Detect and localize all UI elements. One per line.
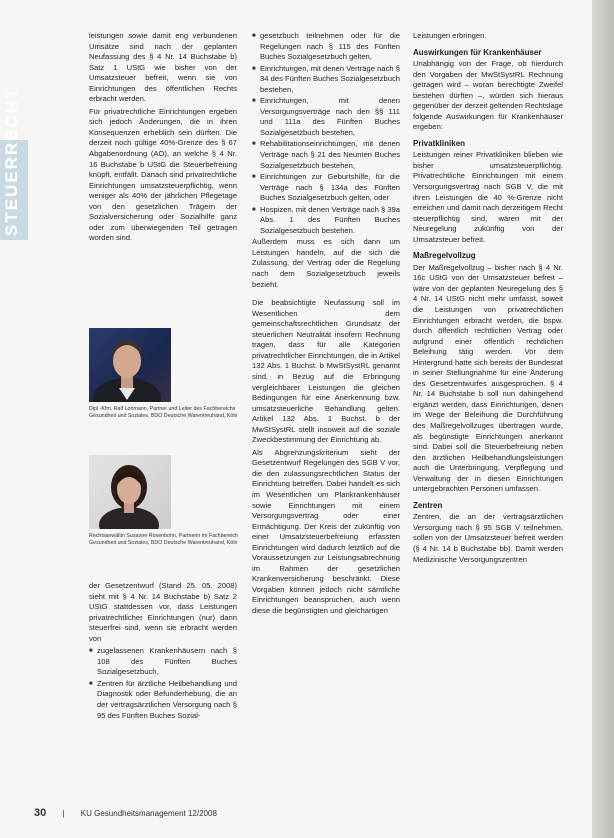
publication-name: KU Gesundheitsmanagement 12/2008 bbox=[80, 809, 217, 818]
list-item: ■ zugelassenen Krankenhäusern nach § 108 des Fünften Buches Sozialgesetzbuch, bbox=[89, 646, 237, 678]
column-3 bbox=[413, 31, 563, 567]
column-1-top bbox=[89, 31, 237, 246]
bullet-list bbox=[252, 31, 400, 236]
bullet-list bbox=[89, 646, 237, 721]
column-1-bottom bbox=[89, 581, 237, 722]
list-item: ■ Zentren für ärztliche Heilbehandlung und Diagnostik oder Befunderhebung, die an der vertragsärztlichen Versorgung nach § 95 des Fünften Buches Sozial- bbox=[89, 679, 237, 721]
page-number: 30 bbox=[34, 807, 47, 819]
paragraph: der Gesetzentwurf (Stand 25. 05. 2008) sieht mit § 4 Nr. 14 Buchstabe b) Satz 2 UStG stattdessen vor, dass Leistungen privatrechtlicher Einrichtungen (nur) dann steuerfrei sind, wenn sie erbracht werden von bbox=[89, 581, 237, 643]
paragraph: Der Maßregelvollzug – bisher nach § 4 Nr. 16c UStG von der Umsatzsteuer befreit – wäre von der geplanten Neuregelung des § 4 Nr. 14 UStG nicht mehr umfasst, soweit die Leistungen von privatrechtlichen Einrichtungen erbracht werden, die bspw. durch öffentlich rechtlichen Vertrag oder aufgrund einer öffentlich rechtlichen Beleihung tätig werden. Vor dem Hintergrund hatte sich bereits der Bundesrat in seiner Stellungnahme für eine Änderung des Gesetzentwurfes ausgesprochen. § 4 Nr. 14 Buchstabe b soll nun dahingehend ergänzt werden, dass Einrichtungen, denen im Wege der Beleihung die Durchführung des Maßregelvollzuges übertragen wurde, als begünstigte Einrichtungen anerkannt sind. Dabei soll die Steuerbefreiung neben den ärztlichen Heilbehandlungsleistungen auch die Unterbringung, Verpflegung und Verwaltung der in diesen Einrichtungen untergebrachten Personen umfassen. bbox=[413, 262, 563, 494]
man-portrait-icon bbox=[89, 328, 171, 402]
paragraph: leistungen sowie damit eng verbundenen Umsätze sind nach der geplanten Neufassung des § 4 Nr. 14 Buchstabe b) Satz 1 UStG wie bisher von der Umsatzsteuer befreit, wenn sie von Einrichtungen des öffentlichen Rechts erbracht werden. bbox=[89, 31, 237, 104]
author-photo-lohmann bbox=[89, 328, 171, 402]
paragraph: Unabhängig von der Frage, ob hierdurch den Vorgaben der MwStSystRL Rechnung getragen wird – woran berechtigte Zweifel bestehen dürften –, würden sich hieraus gegenüber der derzeit geltenden Rechtslage folgende Auswirkungen für Krankenhäuser ergeben: bbox=[413, 59, 563, 132]
woman-portrait-icon bbox=[89, 455, 171, 529]
photo-caption: Rechtsanwältin Susanne Rosenbohn, Partnerin im Fachbereich Gesundheit und Soziales, BDO Deutsche Warentreuhand, Köln bbox=[89, 533, 238, 546]
paragraph: Leistungen reiner Privatkliniken blieben wie bisher umsatzsteuerpflichtig. Privatrechtliche Einrichtungen mit einem Versorgungsvertrag nach SGB V, die mit ihren Leistungen die 40 %-Grenze nicht erreichen und damit nach derzeitigem Recht steuerpflichtig sind, wären mit der Neuregelung zukünftig von der Umsatzsteuer befreit. bbox=[413, 150, 563, 244]
list-item: ■ Einrichtungen, mit denen Verträge nach § 34 des Fünften Buches Sozialgesetzbuch bestehen, bbox=[252, 64, 400, 96]
section-heading: Maßregelvollzug bbox=[413, 251, 476, 261]
author-photo-rosenbohn bbox=[89, 455, 171, 529]
book-spine-shadow bbox=[592, 0, 614, 838]
paragraph: Außerdem muss es sich dann um Leistungen handeln, auf die sich die Zulassung, der Vertrag oder die Regelung nach dem Sozialgesetzbuch jeweils bezieht. bbox=[252, 237, 400, 289]
list-item: ■ gesetzbuch teilnehmen oder für die Regelungen nach § 115 des Fünften Buches Sozialgesetzbuch gelten, bbox=[252, 31, 400, 63]
section-tab-label: STEUERRECHT bbox=[2, 86, 21, 236]
paragraph: Als Abgrenzungskriterium sieht der Gesetzentwurf Regelungen des SGB V vor, die den zulassungsrechtlichen Status der Einrichtung betreffen. Dabei handelt es sich im Wesentlichen um Plankrankenhäuser sowie Einrichtungen mit einem Versorgungsvertrag oder einer Ermächtigung. Der Kreis der zukünftig von einer Umsatzsteuerbefreiung erfassten Einrichtungen wird dadurch letztlich auf die Voraussetzungen zur Leistungsabrechnung im Rahmen der gesetzlichen Krankenversicherung beschränkt. Diese Vorgaben können jedoch nicht sämtliche Einrichtungen beanspruchen, auch wenn diese die begünstigten und gleichartigen bbox=[252, 447, 400, 615]
list-item: ■ Rehabilitationseinrichtungen, mit denen Verträge nach § 21 des Neunten Buches Sozialgesetzbuch bestehen, bbox=[252, 139, 400, 171]
paragraph: Zentren, die an der vertragsärztlichen Versorgung nach § 95 SGB V teilnehmen, sollen von der Umsatzsteuer befreit werden (§ 4 Nr. 14 b Buchstabe bb). Damit werden Medizinische Versorgungszentren bbox=[413, 512, 563, 564]
section-tab bbox=[0, 86, 28, 240]
section-heading: Zentren bbox=[413, 500, 443, 510]
paragraph: Für privatrechtliche Einrichtungen ergeben sich jedoch Änderungen, die in ihren Konsequenzen erheblich sein dürften. Die derzeit noch gültige 40%-Grenze des § 67 Abgabenordnung (AO), an welche § 4 Nr. 16 Buchstabe b UStG die Steuerbefreiung knüpft, entfällt. Danach sind privatrechtliche Einrichtungen umsatzsteuerpflichtig, wenn weniger als 40% der jährlichen Pflegetage von den gesetzlichen Trägern der Sozialversicherung oder Sozialhilfe ganz oder zum überwiegenden Teil getragen worden sind. bbox=[89, 106, 237, 243]
page-footer bbox=[34, 807, 217, 819]
photo-caption: Dipl.-Kfm. Ralf Lohmann, Partner und Leiter des Fachbereichs Gesundheit und Soziales, BDO Deutsche Warentreuhand, Köln bbox=[89, 406, 238, 419]
section-heading: Privatkliniken bbox=[413, 138, 466, 148]
column-2 bbox=[252, 31, 400, 619]
footer-separator: | bbox=[62, 809, 65, 818]
paragraph: Die beabsichtigte Neufassung soll im Wesentlichen dem gemeinschaftsrechtlichen Grundsatz der steuerlichen Neutralität insofern Rechnung tragen, dass für alle Kategorien privatrechtlicher Einrichtungen, die in Artikel 132 Abs. 1 Buchst. b MwStSystRL genannt sind, in Bezug auf die Erbringung vergleichbarer Leistungen die gleichen Bedingungen für eine Anerkennung bzw. umsatzsteuerliche Behandlung gelten. Artikel 132 Abs. 1 Buchst. b der MwStSystRL stellt insoweit auf die soziale Zweckbestimmung der Einrichtung ab. bbox=[252, 298, 400, 445]
paragraph: Leistungen erbringen. bbox=[413, 31, 487, 40]
section-heading: Auswirkungen für Krankenhäuser bbox=[413, 47, 542, 57]
list-item: ■ Einrichtungen zur Geburtshilfe, für die Verträge nach § 134a des Fünften Buches Sozialgesetzbuch gelten, oder bbox=[252, 172, 400, 204]
list-item: ■ Einrichtungen, mit denen Versorgungsverträge nach den §§ 111 und 111a des Fünften Buches Sozialgesetzbuch bestehen, bbox=[252, 96, 400, 138]
list-item: ■ Hospizen, mit denen Verträge nach § 39a Abs. 1 des Fünften Buches Sozialgesetzbuch bestehen. bbox=[252, 205, 400, 237]
